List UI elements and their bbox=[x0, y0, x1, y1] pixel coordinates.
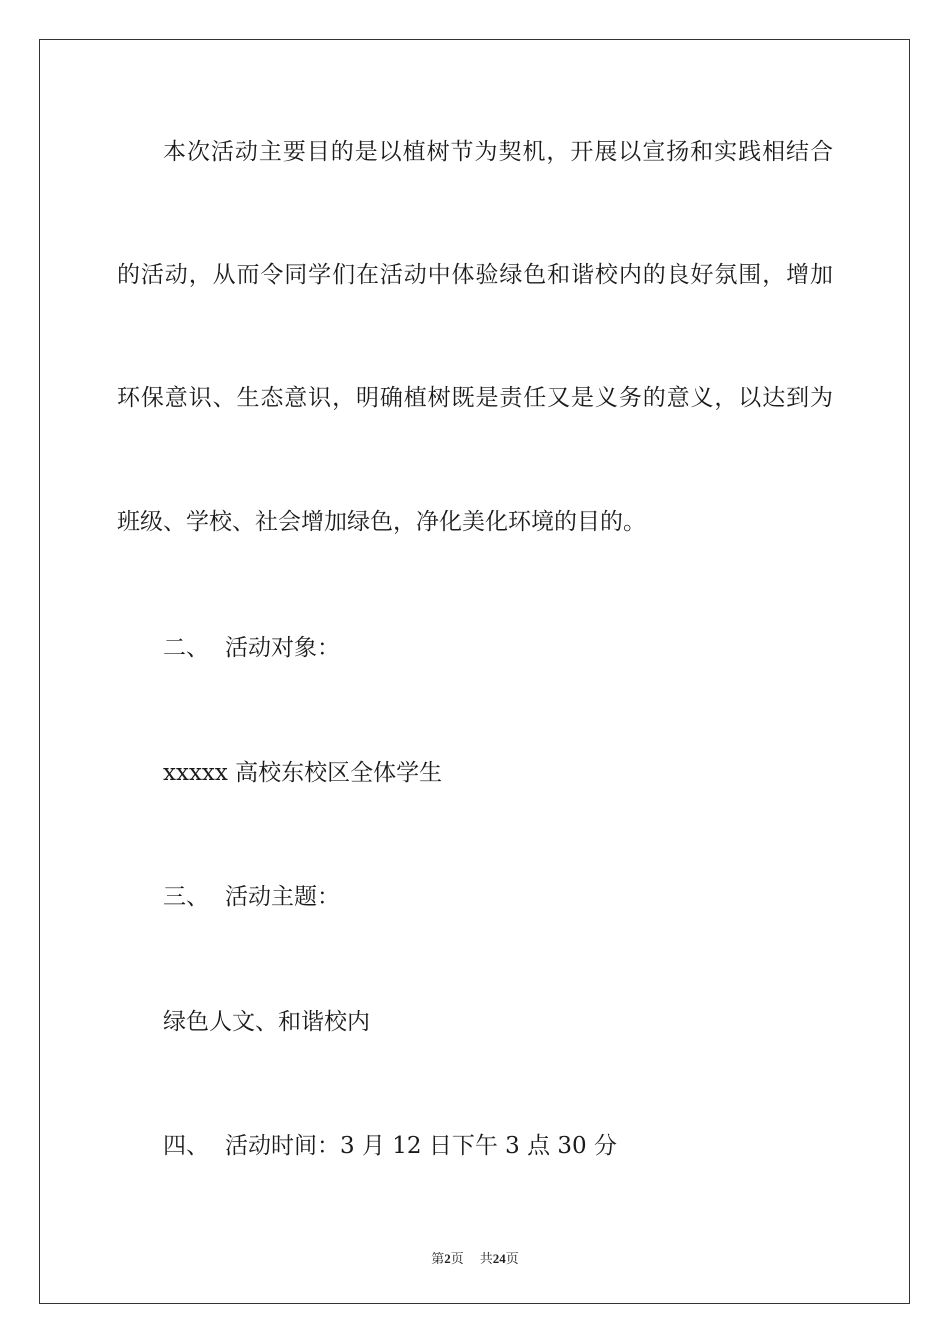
paragraph-line-1: 本次活动主要目的是以植树节为契机，开展以宣扬和实践相结合 bbox=[163, 139, 833, 165]
page-suffix: 页 bbox=[450, 1251, 464, 1266]
section-heading-3 bbox=[163, 883, 340, 911]
paragraph-line-2: 的活动，从而令同学们在活动中体验绿色和谐校内的良好氛围，增加 bbox=[117, 262, 833, 288]
section-heading-4 bbox=[163, 1132, 617, 1160]
page-border bbox=[39, 39, 910, 1304]
paragraph-line-4: 班级、学校、社会增加绿色，净化美化环境的目的。 bbox=[117, 509, 646, 535]
section-title: 活动对象： bbox=[225, 635, 340, 661]
page-current: 2 bbox=[444, 1251, 451, 1266]
section-3-content: 绿色人文、和谐校内 bbox=[163, 1009, 370, 1035]
paragraph-line-3: 环保意识、生态意识，明确植树既是责任又是义务的意义，以达到为 bbox=[117, 385, 833, 411]
total-prefix: 共 bbox=[479, 1251, 493, 1266]
section-heading-2 bbox=[163, 634, 340, 662]
section-2-content: xxxxx 高校东校区全体学生 bbox=[163, 760, 443, 786]
section-title: 活动时间：3 月 12 日下午 3 点 30 分 bbox=[225, 1133, 617, 1159]
section-number: 四、 bbox=[163, 1133, 209, 1159]
total-suffix: 页 bbox=[505, 1251, 519, 1266]
page-prefix: 第 bbox=[431, 1251, 445, 1266]
page-total: 24 bbox=[492, 1251, 506, 1266]
section-title: 活动主题： bbox=[225, 884, 340, 910]
section-number: 三、 bbox=[163, 884, 209, 910]
section-number: 二、 bbox=[163, 635, 209, 661]
page-footer bbox=[0, 1248, 950, 1267]
